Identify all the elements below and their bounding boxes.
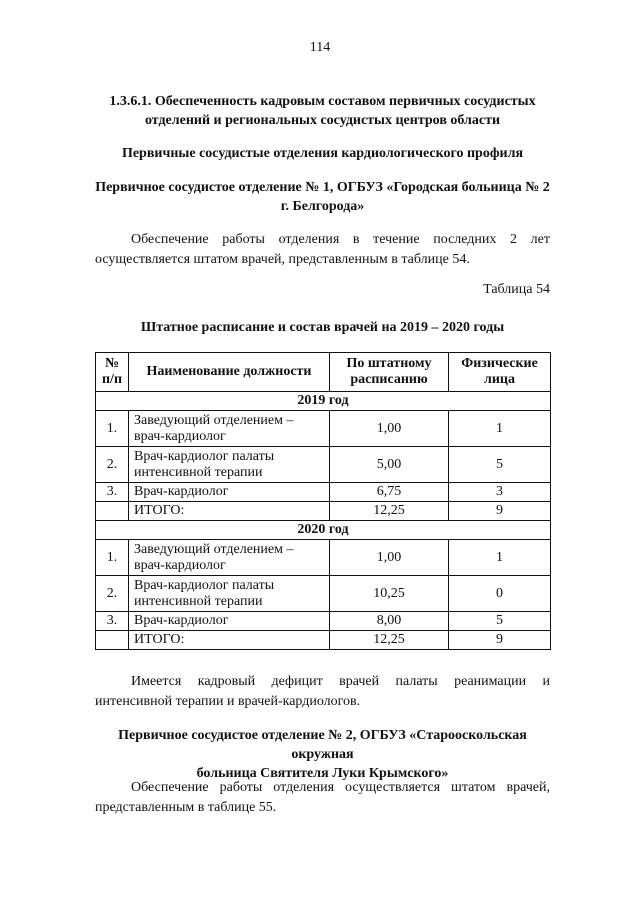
year-row-2020 bbox=[96, 521, 551, 540]
table-row bbox=[96, 411, 551, 447]
total-staff: 12,25 bbox=[330, 631, 449, 650]
deficit-paragraph-text: Имеется кадровый дефицит врачей палаты реанимации и интенсивной терапии и врачей-кардиологов. bbox=[95, 674, 550, 709]
year-label-2020: 2020 год bbox=[96, 521, 551, 540]
table-row bbox=[96, 540, 551, 576]
row-staff: 10,25 bbox=[330, 576, 449, 612]
row-actual: 1 bbox=[449, 540, 551, 576]
subsection-title: Первичные сосудистые отделения кардиологического профиля bbox=[121, 146, 524, 161]
row-staff: 1,00 bbox=[330, 411, 449, 447]
row-num: 2. bbox=[96, 447, 129, 483]
row-actual: 5 bbox=[449, 612, 551, 631]
row-num: 3. bbox=[96, 483, 129, 502]
row-staff: 8,00 bbox=[330, 612, 449, 631]
dept1-title-line2: г. Белгорода» bbox=[280, 199, 365, 214]
row-num: 3. bbox=[96, 612, 129, 631]
row-actual: 1 bbox=[449, 411, 551, 447]
row-num: 1. bbox=[96, 411, 129, 447]
header-num: № п/п bbox=[96, 353, 129, 392]
table-header-row bbox=[96, 353, 551, 392]
total-num-empty bbox=[96, 502, 129, 521]
year-row-2019 bbox=[96, 392, 551, 411]
row-actual: 0 bbox=[449, 576, 551, 612]
row-position: Врач-кардиолог палаты интенсивной терапии bbox=[129, 447, 330, 483]
total-label: ИТОГО: bbox=[129, 502, 330, 521]
staff-table bbox=[95, 352, 551, 650]
total-row-2019 bbox=[96, 502, 551, 521]
table-label: Таблица 54 bbox=[483, 282, 550, 297]
dept2-title-line1: Первичное сосудистое отделение № 2, ОГБУЗ «Старооскольская окружная bbox=[118, 728, 527, 762]
dept1-title bbox=[95, 178, 550, 216]
row-position: Заведующий отделением – врач-кардиолог bbox=[129, 411, 330, 447]
section-title-line1: 1.3.6.1. Обеспеченность кадровым составом первичных сосудистых bbox=[109, 94, 536, 109]
dept1-paragraph bbox=[95, 230, 550, 270]
total-num-empty bbox=[96, 631, 129, 650]
table-row bbox=[96, 612, 551, 631]
row-position: Врач-кардиолог bbox=[129, 483, 330, 502]
total-label: ИТОГО: bbox=[129, 631, 330, 650]
dept2-title bbox=[95, 726, 550, 783]
row-staff: 1,00 bbox=[330, 540, 449, 576]
table-row bbox=[96, 576, 551, 612]
dept1-paragraph-text: Обеспечение работы отделения в течение последних 2 лет осуществляется штатом врачей, представленным в таблице 54. bbox=[95, 232, 550, 267]
row-num: 2. bbox=[96, 576, 129, 612]
dept2-paragraph bbox=[95, 778, 550, 818]
row-actual: 5 bbox=[449, 447, 551, 483]
total-actual: 9 bbox=[449, 502, 551, 521]
year-label-2019: 2019 год bbox=[96, 392, 551, 411]
row-position: Заведующий отделением – врач-кардиолог bbox=[129, 540, 330, 576]
deficit-paragraph bbox=[95, 672, 550, 712]
total-actual: 9 bbox=[449, 631, 551, 650]
row-num: 1. bbox=[96, 540, 129, 576]
dept2-title-line2: больница Святителя Луки Крымского» bbox=[196, 766, 449, 781]
table-row bbox=[96, 483, 551, 502]
row-staff: 5,00 bbox=[330, 447, 449, 483]
section-title bbox=[95, 92, 550, 130]
total-staff: 12,25 bbox=[330, 502, 449, 521]
section-title-line2: отделений и региональных сосудистых центров области bbox=[144, 113, 501, 128]
row-position: Врач-кардиолог bbox=[129, 612, 330, 631]
header-staff: По штатному расписанию bbox=[330, 353, 449, 392]
total-row-2020 bbox=[96, 631, 551, 650]
page-number: 114 bbox=[309, 40, 331, 55]
row-staff: 6,75 bbox=[330, 483, 449, 502]
row-position: Врач-кардиолог палаты интенсивной терапии bbox=[129, 576, 330, 612]
table-title: Штатное расписание и состав врачей на 2019 – 2020 годы bbox=[140, 320, 505, 335]
row-actual: 3 bbox=[449, 483, 551, 502]
dept1-title-line1: Первичное сосудистое отделение № 1, ОГБУЗ «Городская больница № 2 bbox=[95, 180, 550, 195]
table-row bbox=[96, 447, 551, 483]
header-position: Наименование должности bbox=[129, 353, 330, 392]
header-actual: Физические лица bbox=[449, 353, 551, 392]
dept2-paragraph-text: Обеспечение работы отделения осуществляется штатом врачей, представленным в таблице 55. bbox=[95, 780, 550, 815]
